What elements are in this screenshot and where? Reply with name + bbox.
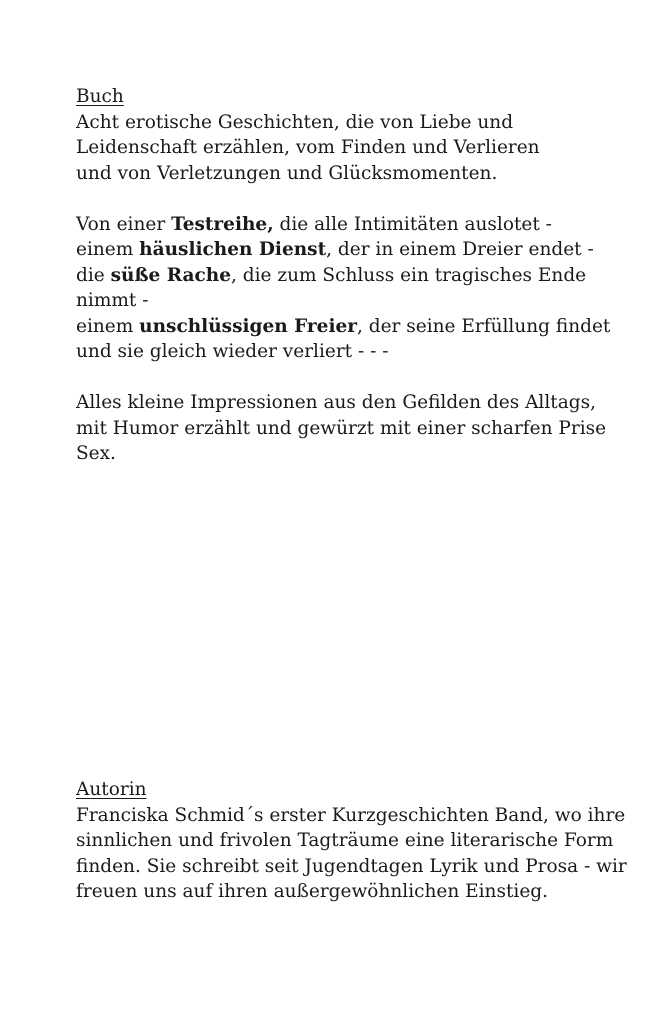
blank-line xyxy=(76,365,596,391)
story-list-line: einem häuslichen Dienst, der in einem Dreier endet - xyxy=(76,239,594,260)
book-closing-line: Alles kleine Impressionen aus den Gefilden des Alltags, xyxy=(76,392,596,413)
story-title-haeuslicher-dienst: häuslichen Dienst xyxy=(139,239,327,260)
author-heading: Autorin xyxy=(76,779,147,800)
story-list-line: die süße Rache, die zum Schluss ein tragisches Ende xyxy=(76,264,587,286)
story-title-unschluessiger-freier: unschlüssigen Freier xyxy=(139,315,357,337)
author-line: finden. Sie schreibt seit Jugendtagen Lyrik und Prosa - wir xyxy=(76,855,627,877)
book-section xyxy=(76,84,611,467)
story-list-line: Von einer Testreihe, die alle Intimitäten auslotet - xyxy=(76,213,552,235)
author-line: freuen uns auf ihren außergewöhnlichen Einstieg. xyxy=(76,881,548,902)
book-intro-line: und von Verletzungen und Glücksmomenten. xyxy=(76,162,498,184)
book-intro-line: Leidenschaft erzählen, vom Finden und Verlieren xyxy=(76,137,540,158)
book-intro-line: Acht erotische Geschichten, die von Liebe und xyxy=(76,111,514,133)
story-title-testreihe: Testreihe, xyxy=(171,213,274,235)
story-title-suesse-rache: süße Rache xyxy=(110,264,231,286)
author-section xyxy=(76,777,627,905)
author-line: Franciska Schmid´s erster Kurzgeschichten Band, wo ihre xyxy=(76,804,626,826)
story-list-line: einem unschlüssigen Freier, der seine Erfüllung findet xyxy=(76,315,611,337)
author-line: sinnlichen und frivolen Tagträume eine literarische Form xyxy=(76,830,614,851)
book-closing-line: mit Humor erzählt und gewürzt mit einer scharfen Prise xyxy=(76,417,607,439)
blank-line xyxy=(76,186,596,212)
book-heading: Buch xyxy=(76,86,124,107)
book-closing-line: Sex. xyxy=(76,443,116,464)
story-list-line: nimmt - xyxy=(76,290,149,311)
story-list-line: und sie gleich wieder verliert - - - xyxy=(76,341,389,362)
